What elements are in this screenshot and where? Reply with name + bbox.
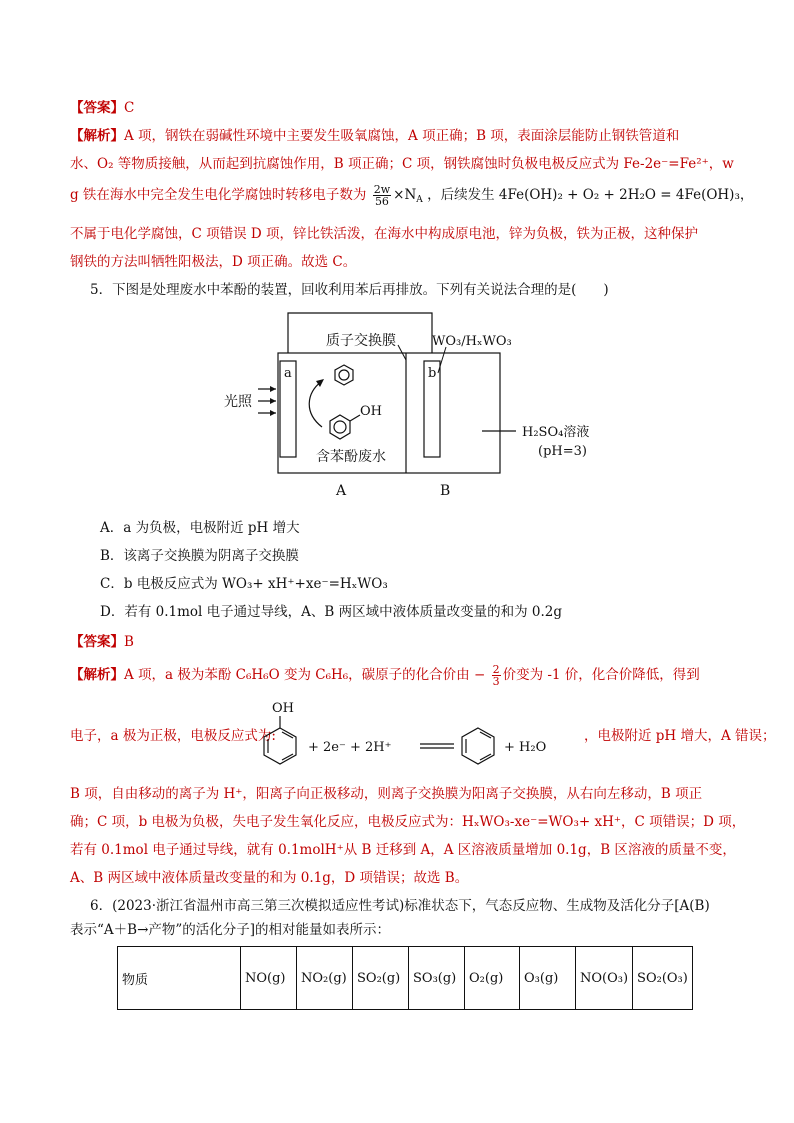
hydroxyl-label: OH [360, 404, 382, 419]
q5-analysis-line-3: B 项，自由移动的离子为 H⁺，阳离子向正极移动，则离子交换膜为阳离子交换膜，从右向左移动，B 项正 [70, 786, 703, 802]
q4-analysis-line-3 [70, 184, 753, 210]
region-a-label: A [336, 483, 347, 499]
q4-answer-line [70, 98, 134, 118]
numerator: 2w [373, 183, 391, 196]
equation-text: ，后续发生 4Fe(OH)₂ + O₂ + 2H₂O = 4Fe(OH)₃， [427, 187, 754, 203]
fraction [492, 664, 501, 687]
phenol-ring [264, 728, 296, 764]
q5-analysis-line-6: A、B 两区域中液体质量改变量的和为 0.1g，D 项错误；故选 B。 [70, 870, 469, 886]
benzene-ring [335, 365, 353, 385]
equation-products: + H₂O [504, 740, 547, 755]
table-header-cell: SO₂(g) [353, 947, 409, 1010]
answer-value: B [124, 634, 134, 650]
answer-tag: 【答案】 [70, 100, 124, 116]
ph-label: (pH=3) [538, 444, 587, 459]
q5-analysis-line-2: 电子，a 极为正极，电极反应式为: [70, 728, 276, 744]
table-header-cell: NO₂(g) [297, 947, 353, 1010]
table-header-cell: SO₂(O₃) [633, 947, 693, 1010]
table-header-cell: O₃(g) [520, 947, 576, 1010]
q4-analysis-line-5: 钢铁的方法叫牺牲阳极法，D 项正确。故选 C。 [70, 254, 357, 270]
question-6-stem-1: 6．(2023·浙江省温州市高三第三次模拟适应性考试)标准状态下，气态反应物、生成物及活化分子[A(B) [90, 898, 710, 914]
denominator: 56 [374, 195, 389, 208]
arrowhead [270, 410, 276, 416]
analysis-text: A 项，a 极为苯酚 C₆H₆O 变为 C₆H₆，碳原子的化合价由 − [124, 667, 486, 683]
hydroxyl-label: OH [272, 701, 294, 716]
table-header-cell: SO₃(g) [409, 947, 465, 1010]
membrane-label: 质子交换膜 [326, 333, 396, 349]
q5-analysis-line-2-tail: ，电极附近 pH 增大，A 错误； [584, 728, 776, 744]
answer-tag: 【答案】 [70, 634, 124, 650]
avogadro-subscript: A [416, 195, 423, 205]
region-b-label: B [440, 483, 451, 499]
arrowhead [270, 398, 276, 404]
benzene-ring [462, 728, 494, 764]
option-c: C．b 电极反应式为 WO₃+ xH⁺+xe⁻=HₓWO₃ [100, 576, 388, 592]
analysis-text: g 铁在海水中完全发生电化学腐蚀时转移电子数为 [70, 187, 367, 203]
q4-analysis-line-1 [70, 126, 679, 146]
equation-reactants: + 2e⁻ + 2H⁺ [308, 740, 392, 755]
q5-analysis-line-1 [70, 664, 700, 687]
phenol-ring [330, 415, 350, 439]
analysis-text: A 项，钢铁在弱碱性环境中主要发生吸氧腐蚀，A 项正确；B 项，表面涂层能防止钢铁管道和 [124, 128, 680, 144]
electrode-equation [250, 698, 590, 778]
denominator: 3 [492, 675, 500, 688]
answer-value: C [124, 100, 135, 116]
question-6-stem-2: 表示“A＋B→产物”的活化分子]的相对能量如表所示： [70, 922, 391, 938]
numerator: 2 [492, 663, 500, 676]
energy-table [117, 946, 693, 1010]
solution-label: H₂SO₄溶液 [522, 425, 590, 440]
analysis-text: 价变为 -1 价，化合价降低，得到 [502, 667, 700, 683]
wastewater-label: 含苯酚废水 [316, 449, 386, 465]
table-header-cell: NO(g) [241, 947, 297, 1010]
light-label: 光照 [224, 394, 252, 410]
fraction [373, 184, 391, 207]
analysis-tag: 【解析】 [70, 667, 124, 683]
electrolysis-apparatus-figure [210, 305, 600, 505]
phenol-ring-inner [334, 421, 346, 433]
q5-answer-line [70, 632, 134, 652]
q4-analysis-line-2: 水、O₂ 等物质接触，从而起到抗腐蚀作用，B 项正确；C 项，钢铁腐蚀时负极电极反应式为 Fe-2e⁻=Fe²⁺，w [70, 156, 734, 172]
catalyst-label: WO₃/HₓWO₃ [432, 334, 512, 349]
table-header-row [118, 947, 693, 1010]
table-header-cell: 物质 [118, 947, 241, 1010]
table-header-cell: O₂(g) [465, 947, 520, 1010]
electrode-b-label: b [428, 366, 437, 381]
reaction-arrow [309, 381, 322, 427]
benzene-ring-inner [339, 370, 349, 380]
catalyst-pointer [438, 347, 446, 373]
option-a: A．a 为负极，电极附近 pH 增大 [100, 520, 300, 536]
q5-analysis-line-5: 若有 0.1mol 电子通过导线，就有 0.1molH⁺从 B 迁移到 A，A 区溶液质量增加 0.1g，B 区溶液的质量不变， [70, 842, 736, 858]
q4-analysis-line-4: 不属于电化学腐蚀，C 项错误 D 项，锌比铁活泼，在海水中构成原电池，锌为负极，铁为正极，这种保护 [70, 226, 699, 242]
electrode-a-label: a [284, 366, 292, 381]
option-b: B．该离子交换膜为阴离子交换膜 [100, 548, 299, 564]
analysis-tag: 【解析】 [70, 128, 124, 144]
option-d: D．若有 0.1mol 电子通过导线，A、B 两区域中液体质量改变量的和为 0.2g [100, 604, 562, 620]
arrowhead [270, 386, 276, 392]
q5-analysis-line-4: 确；C 项，b 电极为负极，失电子发生氧化反应，电极反应式为：HₓWO₃-xe⁻=WO₃+ xH⁺，C 项错误；D 项， [70, 814, 746, 830]
table-header-cell: NO(O₃) [576, 947, 633, 1010]
question-5-stem: 5．下图是处理废水中苯酚的装置，回收利用苯后再排放。下列有关说法合理的是( ) [90, 282, 609, 298]
oh-bond [350, 415, 360, 421]
avogadro-symbol: ×N [393, 187, 417, 203]
